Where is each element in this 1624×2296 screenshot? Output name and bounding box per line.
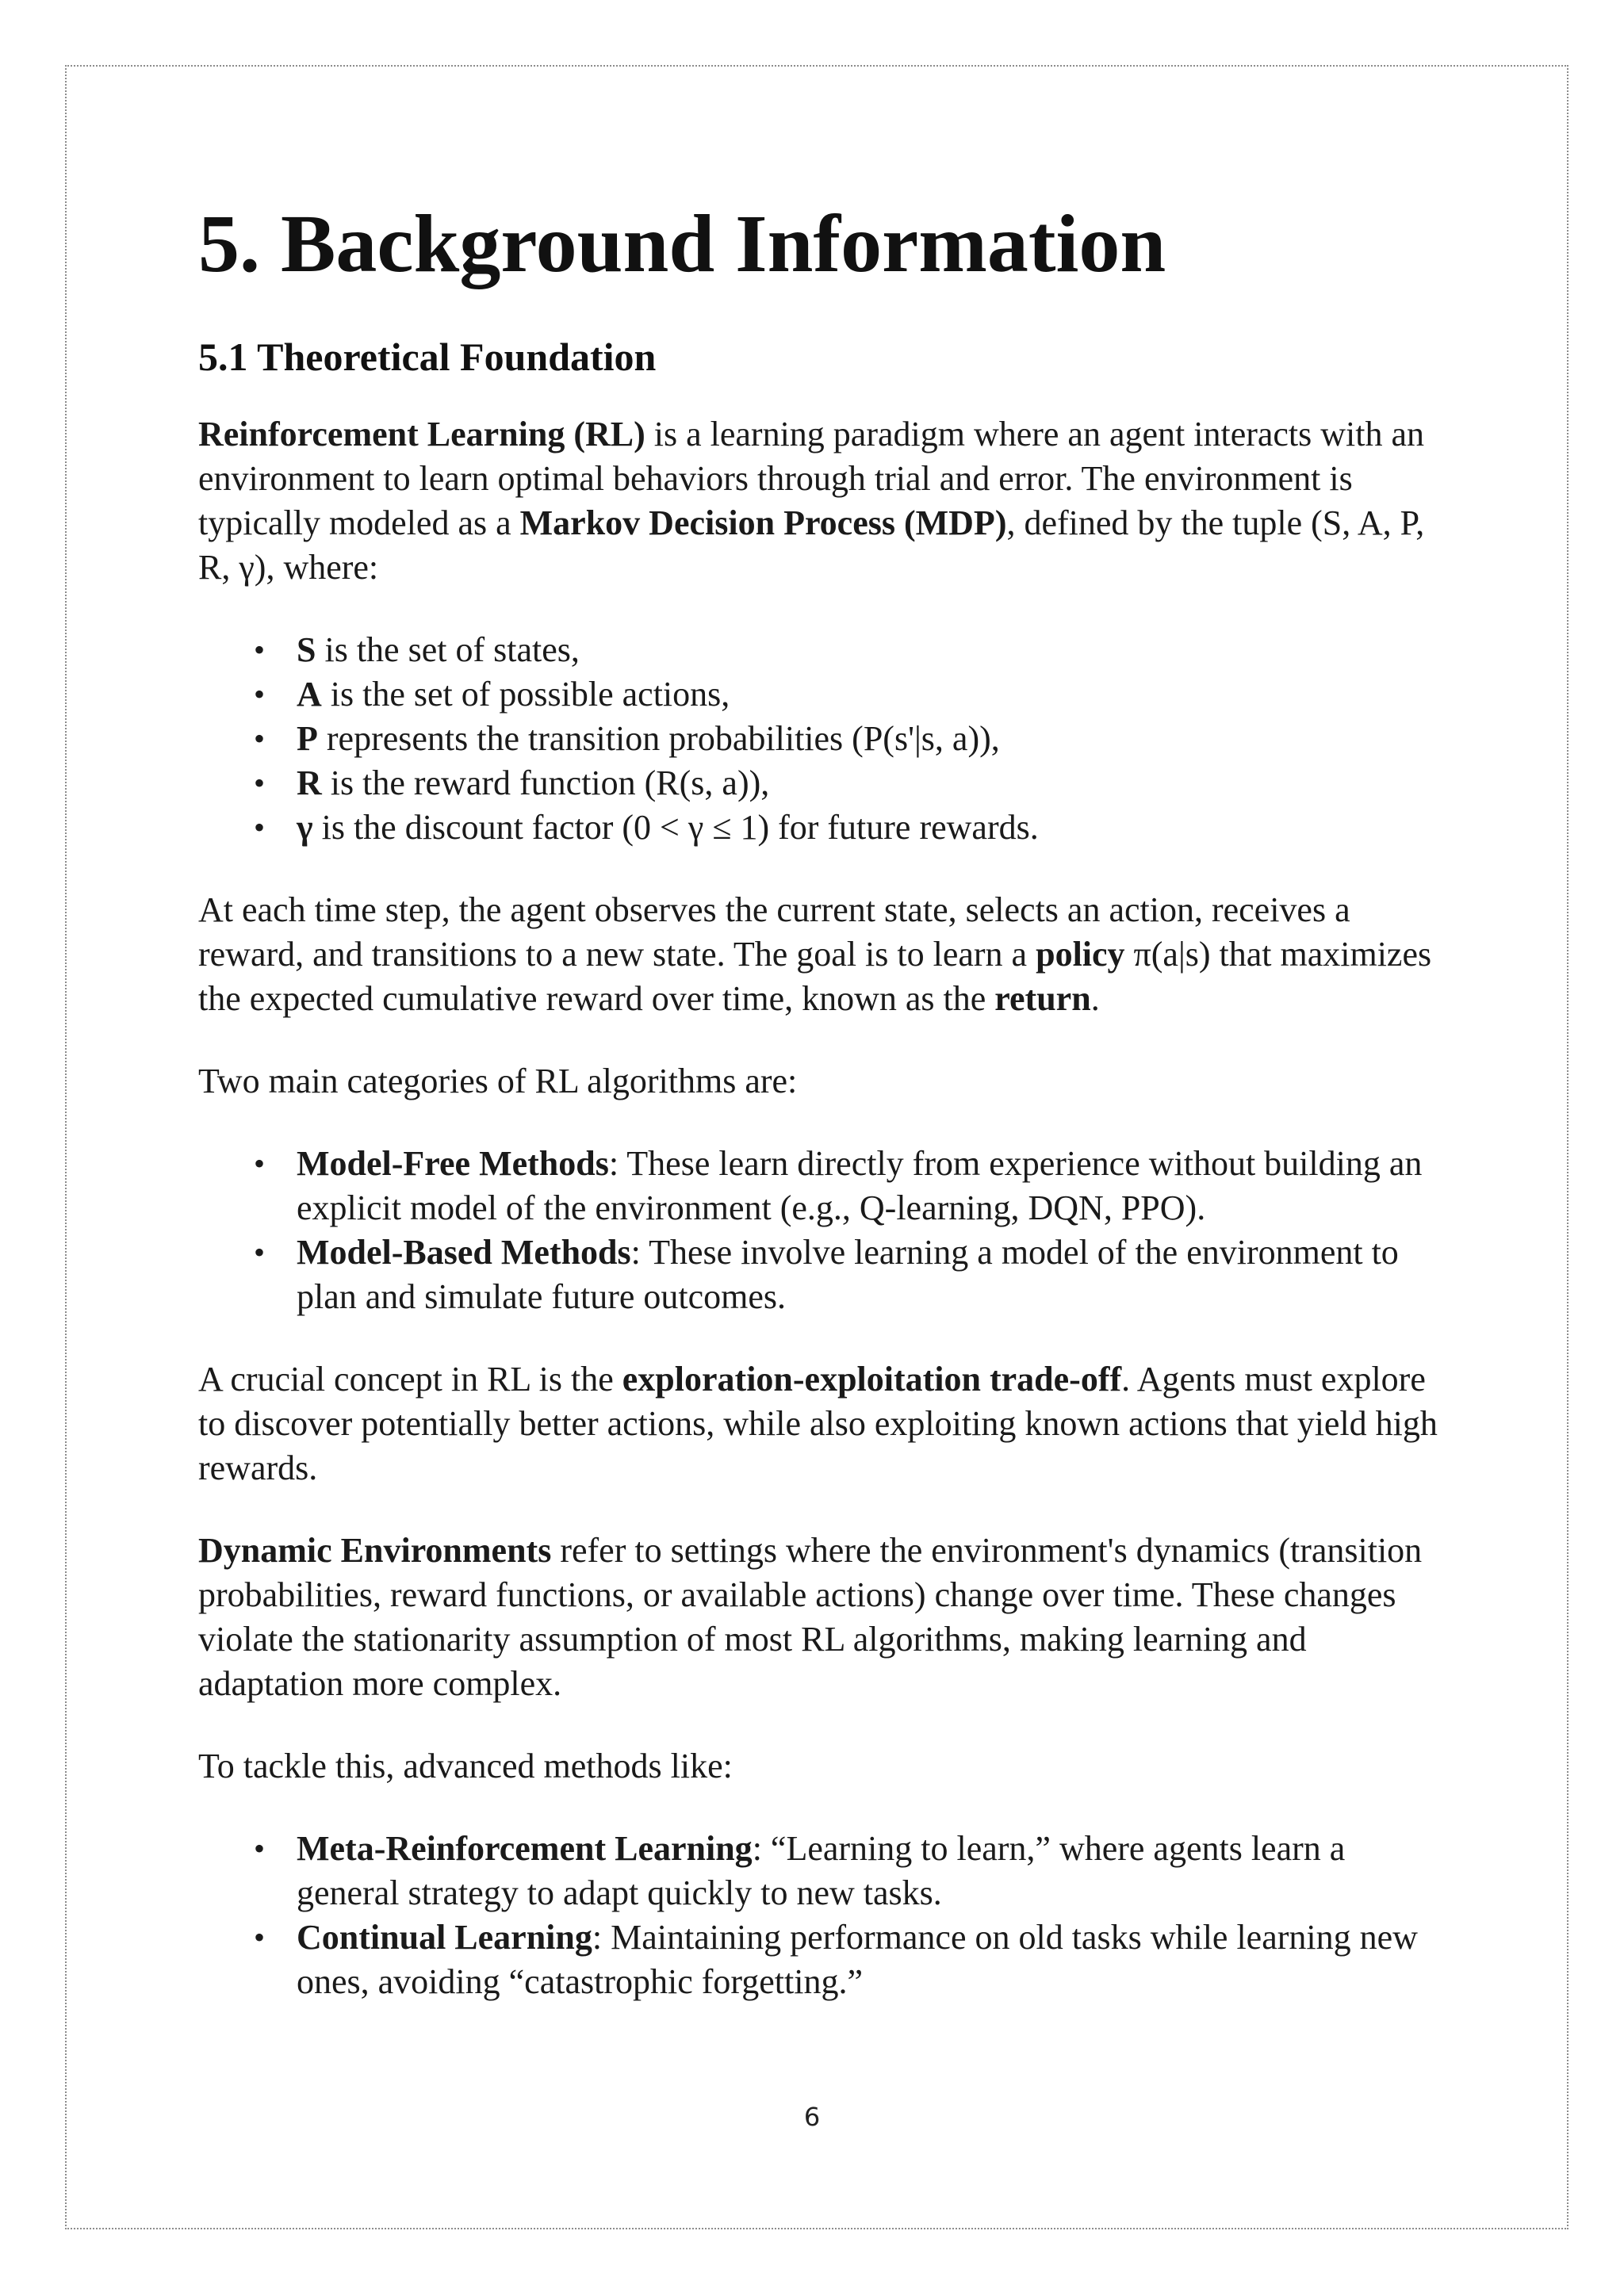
policy-text-3: .: [1090, 979, 1100, 1018]
list-item-text: : Maintaining performance on old tasks while learning new ones, avoiding “catastrophic forgetting.”: [297, 1918, 1418, 2001]
list-item: [297, 1915, 1451, 2004]
list-item: [297, 628, 1451, 672]
dynamic-environments-text: refer to settings where the environment's dynamics (transition probabilities, reward functions, or available actions) change over time. These changes violate the stationarity assumption of most RL algorithms, making learning and adaptation more complex.: [198, 1531, 1423, 1703]
policy-paragraph: [198, 888, 1451, 1021]
policy-term: policy: [1036, 935, 1125, 974]
list-item-text: : These learn directly from experience without building an explicit model of the environment (e.g., Q-learning, DQN, PPO).: [297, 1144, 1423, 1227]
list-item: [297, 1142, 1451, 1230]
list-item-term: Model-Based Methods: [297, 1233, 631, 1272]
list-item-term: A: [297, 675, 322, 714]
advanced-methods-intro-paragraph: To tackle this, advanced methods like:: [198, 1747, 733, 1785]
list-item: [297, 717, 1451, 761]
document-body: [198, 197, 1451, 2042]
list-item-text: is the reward function (R(s, a)),: [321, 763, 770, 802]
list-item: [297, 672, 1451, 717]
rl-methods-list: [198, 1142, 1451, 1319]
advanced-methods-list: [198, 1827, 1451, 2004]
policy-text-1: At each time step, the agent observes the current state, selects an action, receives a reward, and transitions to a new state. The goal is to learn a: [198, 890, 1350, 974]
mdp-tuple-text: , defined by the tuple (S, A, P, R, γ), where:: [198, 503, 1425, 587]
mdp-components-list: [198, 628, 1451, 850]
exploration-term: exploration-exploitation trade-off: [622, 1360, 1122, 1399]
list-item-text: is the set of possible actions,: [321, 675, 730, 714]
rl-definition-text: is a learning paradigm where an agent interacts with an environment to learn optimal behaviors through trial and error. The environment is typically modeled as a: [198, 415, 1425, 542]
subsection-title: 5.1 Theoretical Foundation: [198, 335, 657, 379]
rl-term: Reinforcement Learning (RL): [198, 415, 645, 453]
list-item-term: P: [297, 719, 318, 758]
list-item-term: Meta-Reinforcement Learning: [297, 1829, 753, 1868]
list-item: [297, 806, 1451, 850]
list-item: [297, 1827, 1451, 1915]
page-number: 6: [803, 2102, 821, 2132]
dynamic-environments-paragraph: [198, 1529, 1451, 1706]
list-item-term: Model-Free Methods: [297, 1144, 609, 1183]
list-item-text: : “Learning to learn,” where agents learn a general strategy to adapt quickly to new tasks.: [297, 1829, 1346, 1912]
dynamic-environments-term: Dynamic Environments: [198, 1531, 552, 1570]
mdp-term: Markov Decision Process (MDP): [519, 503, 1007, 542]
policy-text-2: π(a|s) that maximizes the expected cumulative reward over time, known as the: [198, 935, 1432, 1018]
list-item-text: is the discount factor (0 < γ ≤ 1) for future rewards.: [312, 808, 1039, 847]
rl-definition-paragraph: [198, 412, 1451, 590]
exploration-paragraph: [198, 1357, 1451, 1490]
return-term: return: [994, 979, 1091, 1018]
list-item-term: γ: [297, 808, 313, 847]
list-item-term: R: [297, 763, 322, 802]
categories-intro-paragraph: Two main categories of RL algorithms are:: [198, 1062, 798, 1100]
list-item-text: : These involve learning a model of the environment to plan and simulate future outcomes.: [297, 1233, 1399, 1316]
list-item-term: S: [297, 630, 316, 669]
list-item-term: Continual Learning: [297, 1918, 592, 1957]
exploration-text-2: . Agents must explore to discover potentially better actions, while also exploiting known actions that yield high rewards.: [198, 1360, 1438, 1487]
section-title: 5. Background Information: [198, 198, 1166, 289]
list-item: [297, 1230, 1451, 1319]
list-item-text: is the set of states,: [316, 630, 580, 669]
list-item-text: represents the transition probabilities (P(s'|s, a)),: [317, 719, 1000, 758]
exploration-text-1: A crucial concept in RL is the: [198, 1360, 622, 1399]
list-item: [297, 761, 1451, 806]
